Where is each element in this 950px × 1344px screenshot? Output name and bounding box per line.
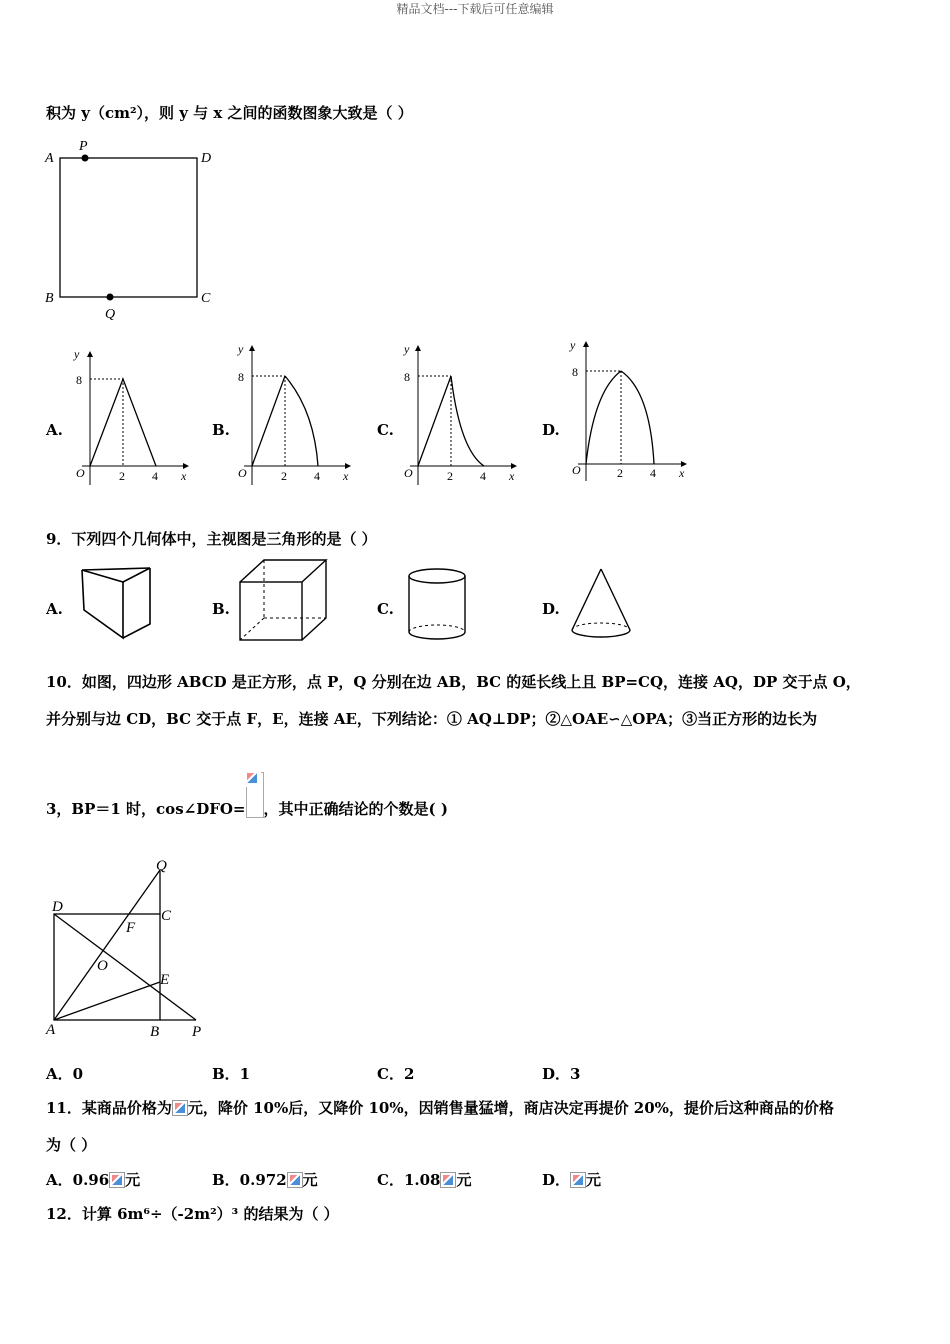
svg-text:O: O xyxy=(572,463,581,477)
svg-text:C: C xyxy=(161,908,172,924)
svg-text:D: D xyxy=(52,899,63,915)
q9-option-b[interactable]: B. xyxy=(212,600,230,618)
svg-text:2: 2 xyxy=(119,469,125,483)
svg-text:8: 8 xyxy=(76,373,82,387)
svg-text:2: 2 xyxy=(447,469,453,483)
broken-image-icon xyxy=(109,1172,125,1188)
q11-option-c[interactable]: C．1.08 元 xyxy=(377,1171,472,1189)
graph-a xyxy=(70,340,200,490)
svg-text:8: 8 xyxy=(572,365,578,379)
q8-option-d[interactable]: D. xyxy=(542,421,560,439)
q11-option-b[interactable]: B．0.972 元 xyxy=(212,1171,318,1189)
q9-option-d[interactable]: D. xyxy=(542,600,560,618)
label-B: B xyxy=(45,291,54,306)
q10-line3-a: 3，BP＝1 时，cos∠DFO= xyxy=(46,800,246,818)
formula-image-placeholder xyxy=(246,772,264,818)
q10-square-figure xyxy=(40,856,220,1042)
svg-text:O: O xyxy=(238,466,247,480)
svg-text:E: E xyxy=(160,972,170,988)
svg-text:O: O xyxy=(76,466,85,480)
svg-text:8: 8 xyxy=(404,370,410,384)
svg-text:2: 2 xyxy=(617,466,623,480)
broken-image-icon xyxy=(440,1172,456,1188)
svg-text:x: x xyxy=(343,469,349,483)
svg-text:4: 4 xyxy=(650,466,656,480)
graph-c xyxy=(398,340,528,490)
q10-option-a[interactable]: A．0 xyxy=(46,1065,84,1083)
q11-option-d[interactable]: D． 元 xyxy=(542,1171,602,1189)
svg-text:y: y xyxy=(570,338,576,352)
svg-text:y: y xyxy=(404,342,410,356)
q9-stem: 9．下列四个几何体中，主视图是三角形的是（ ） xyxy=(46,530,377,548)
q10-line3 xyxy=(46,772,448,819)
broken-image-icon xyxy=(172,1100,188,1116)
cone-figure xyxy=(568,566,634,644)
triangular-prism-figure xyxy=(78,562,168,642)
svg-text:O: O xyxy=(404,466,413,480)
q10-option-b[interactable]: B．1 xyxy=(212,1065,251,1083)
q8-stem: 积为 y（cm²），则 y 与 x 之间的函数图象大致是（ ） xyxy=(46,104,413,122)
graph-d xyxy=(566,336,696,486)
label-Q: Q xyxy=(105,307,116,322)
q10-line2: 并分别与边 CD，BC 交于点 F，E，连接 AE，下列结论：① AQ⊥DP；②△OAE∽△OPA；③当正方形的边长为 xyxy=(46,710,818,728)
svg-text:4: 4 xyxy=(480,469,486,483)
graph-b xyxy=(232,340,362,490)
q8-option-a[interactable]: A. xyxy=(46,421,63,439)
q9-option-a[interactable]: A. xyxy=(46,600,63,618)
svg-text:F: F xyxy=(126,920,136,936)
q8-square-figure xyxy=(40,140,220,325)
broken-image-icon xyxy=(245,771,261,787)
svg-text:A: A xyxy=(46,1022,56,1038)
svg-text:x: x xyxy=(509,469,515,483)
q8-option-c[interactable]: C. xyxy=(377,421,394,439)
q10-line3-b: ，其中正确结论的个数是( ) xyxy=(263,800,448,818)
q10-option-c[interactable]: C．2 xyxy=(377,1065,415,1083)
svg-text:y: y xyxy=(74,347,80,361)
broken-image-icon xyxy=(570,1172,586,1188)
svg-text:Q: Q xyxy=(156,858,167,874)
cube-figure xyxy=(236,556,332,646)
label-D: D xyxy=(201,151,212,166)
q10-option-d[interactable]: D．3 xyxy=(542,1065,581,1083)
label-A: A xyxy=(45,151,54,166)
q11-option-a[interactable]: A．0.96 元 xyxy=(46,1171,141,1189)
svg-text:P: P xyxy=(192,1024,202,1040)
q9-option-c[interactable]: C. xyxy=(377,600,394,618)
q11-line1-b: 元，降价 10%后，又降价 10%，因销售量猛增，商店决定再提价 20%，提价后这种商品的价格 xyxy=(187,1099,834,1117)
svg-text:O: O xyxy=(97,958,108,974)
q12-stem: 12．计算 6m⁶÷（-2m²）³ 的结果为（ ） xyxy=(46,1205,339,1223)
svg-text:x: x xyxy=(679,466,685,480)
broken-image-icon xyxy=(287,1172,303,1188)
svg-text:B: B xyxy=(150,1024,160,1040)
cylinder-figure xyxy=(404,566,470,644)
q11-line2: 为（ ） xyxy=(46,1136,97,1154)
q11-line1 xyxy=(46,1097,834,1118)
svg-text:y: y xyxy=(238,342,244,356)
svg-text:x: x xyxy=(181,469,187,483)
q8-option-b[interactable]: B. xyxy=(212,421,230,439)
q11-line1-a: 11．某商品价格为 xyxy=(46,1099,172,1117)
q10-line1: 10．如图，四边形 ABCD 是正方形，点 P，Q 分别在边 AB，BC 的延长线上且 BP=CQ，连接 AQ，DP 交于点 O， xyxy=(46,673,861,691)
svg-text:2: 2 xyxy=(281,469,287,483)
page-header: 精品文档---下载后可任意编辑 xyxy=(396,2,554,16)
svg-text:4: 4 xyxy=(314,469,320,483)
label-P: P xyxy=(79,140,88,154)
svg-text:8: 8 xyxy=(238,370,244,384)
svg-text:4: 4 xyxy=(152,469,158,483)
label-C: C xyxy=(201,291,211,306)
